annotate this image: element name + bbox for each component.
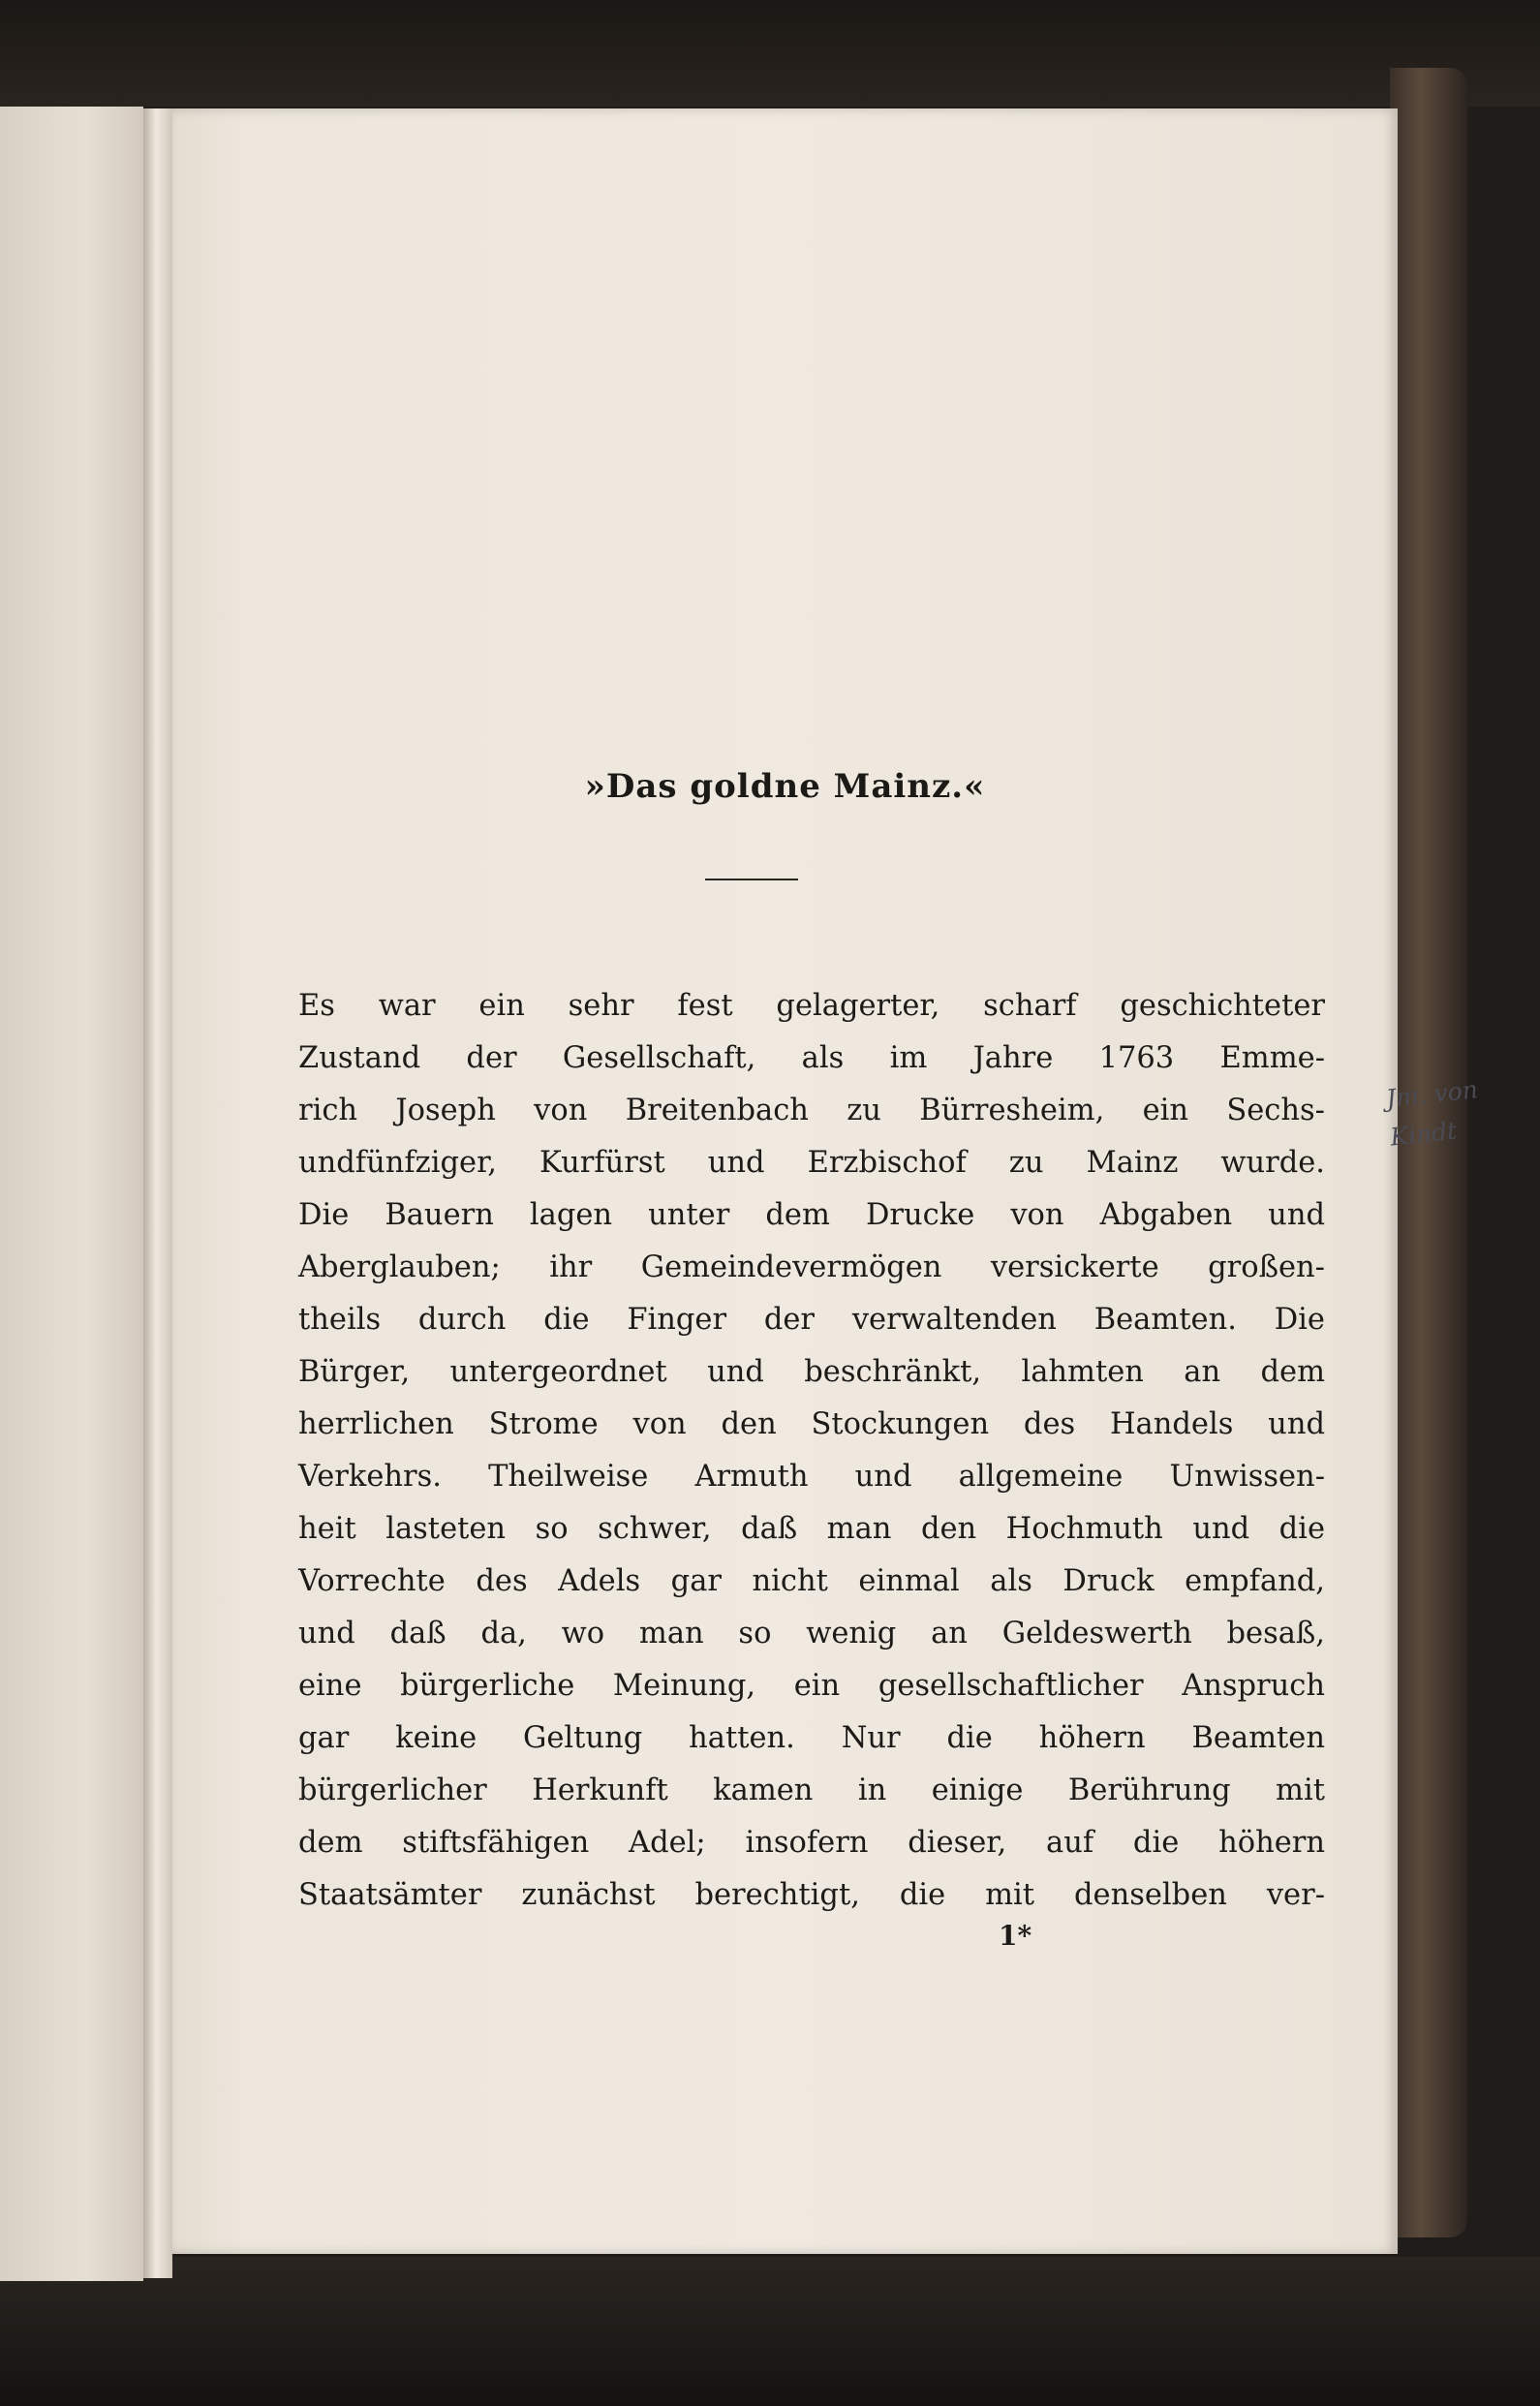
margin-note-line: Kindt	[1388, 1116, 1459, 1152]
printer-signature: 1*	[999, 1920, 1032, 1952]
text-line: und daß da, wo man so wenig an Geldeswerth besaß,	[298, 1617, 1325, 1650]
text-line: rich Joseph von Breitenbach zu Bürresheim, ein Sechs-	[298, 1094, 1325, 1127]
book-cover-bottom	[0, 2257, 1540, 2406]
text-line: Verkehrs. Theilweise Armuth und allgemeine Unwissen-	[298, 1460, 1325, 1494]
text-line: eine bürgerliche Meinung, ein gesellschaftlicher Anspruch	[298, 1669, 1325, 1703]
text-line: gar keine Geltung hatten. Nur die höhern Beamten	[298, 1721, 1325, 1755]
text-line: Staatsämter zunächst berechtigt, die mit denselben ver-	[298, 1878, 1325, 1912]
title-rule	[705, 879, 798, 880]
chapter-title: »Das goldne Mainz.«	[584, 767, 986, 806]
left-page	[0, 107, 143, 2281]
text-line: heit lasteten so schwer, daß man den Hochmuth und die	[298, 1512, 1325, 1546]
text-line: undfünfziger, Kurfürst und Erzbischof zu Mainz wurde.	[298, 1146, 1325, 1180]
handwritten-margin-note	[1384, 1064, 1537, 1157]
text-line: herrlichen Strome von den Stockungen des Handels und	[298, 1407, 1325, 1441]
book-cover-top	[0, 0, 1540, 107]
page-gutter	[143, 108, 172, 2278]
text-line: Es war ein sehr fest gelagerter, scharf geschichteter	[298, 989, 1325, 1023]
text-line: theils durch die Finger der verwaltenden Beamten. Die	[298, 1303, 1325, 1337]
text-line: Die Bauern lagen unter dem Drucke von Abgaben und	[298, 1198, 1325, 1232]
body-text	[298, 980, 1325, 1922]
text-line: Zustand der Gesellschaft, als im Jahre 1763 Emme-	[298, 1041, 1325, 1075]
text-line: bürgerlicher Herkunft kamen in einige Berührung mit	[298, 1774, 1325, 1807]
text-line: dem stiftsfähigen Adel; insofern dieser, auf die höhern	[298, 1826, 1325, 1860]
margin-note-line: Jm. von	[1384, 1075, 1480, 1113]
right-page	[172, 108, 1480, 2254]
text-line: Vorrechte des Adels gar nicht einmal als Druck empfand,	[298, 1564, 1325, 1598]
text-line: Bürger, untergeordnet und beschränkt, lahmten an dem	[298, 1355, 1325, 1389]
text-line: Aberglauben; ihr Gemeindevermögen versickerte großen-	[298, 1250, 1325, 1284]
